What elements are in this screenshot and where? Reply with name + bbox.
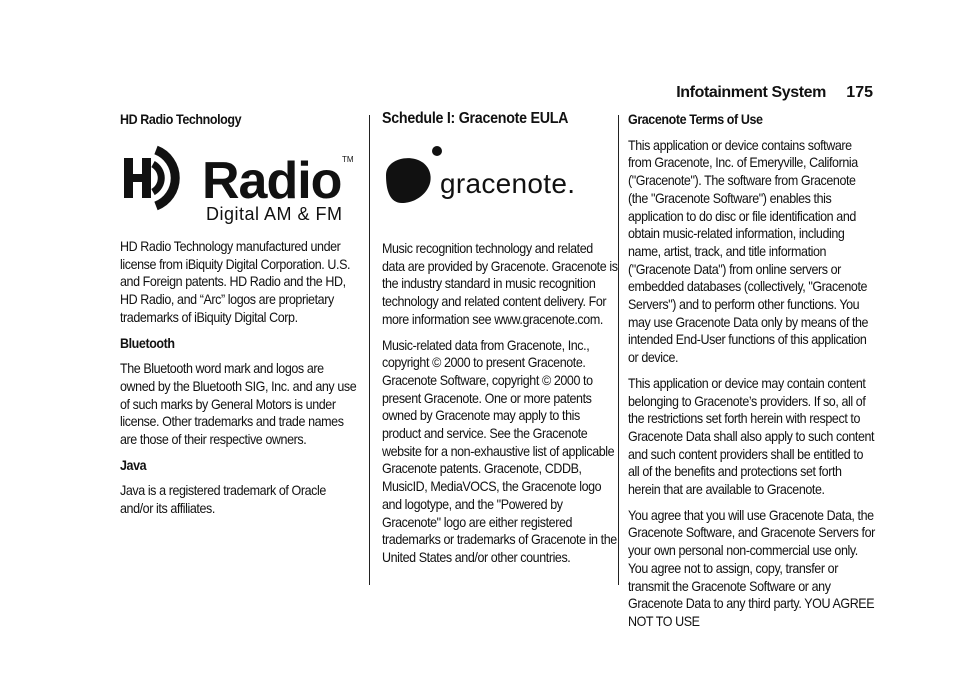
terms-paragraph-1: This application or device contains software from Gracenote, Inc. of Emeryville, California ("Gracenote"). The software from Gracenote (the "Gracenote Software") enables this application to do disc or file identification and obtain music-related information, including name, artist, track, and title information ("Gracenote Data") from online servers or embedded databases (collectively, "Gracenote Servers") and to perform other functions. You may use Gracenote Data only by means of the intended End-User functions of this application or device. bbox=[628, 137, 869, 366]
hd-radio-logo bbox=[120, 144, 360, 224]
gracenote-logo-dot bbox=[432, 146, 442, 156]
hd-logo-tm: TM bbox=[342, 155, 354, 164]
column-divider-right bbox=[618, 115, 619, 585]
page-number: 175 bbox=[846, 84, 873, 101]
hd-logo-subtitle: Digital AM & FM bbox=[206, 204, 343, 224]
column-hd-radio bbox=[120, 111, 357, 129]
column-gracenote-body bbox=[382, 240, 618, 575]
terms-paragraph-2: This application or device may contain content belonging to Gracenote’s providers. If so, all of the restrictions set forth herein with respect to Gracenote Data shall also apply to such content and such content providers shall be entitled to all of the benefits and protections set forth herein that are available to Gracenote. bbox=[628, 375, 875, 498]
section-title: Infotainment System bbox=[676, 84, 826, 101]
gracenote-copyright-paragraph: Music-related data from Gracenote, Inc., copyright © 2000 to present Gracenote. Gracenote Software, copyright © 2000 to present Gracenote. One or more patents owned by Gracenote may apply to this product and service. See the Gracenote website for a non-exhaustive list of applicable Gracenote patents. Gracenote, CDDB, MusicID, MediaVOCS, the Gracenote logo and logotype, and the "Powered by Gracenote" logo are either registered trademarks or trademarks of Gracenote in the United States and/or other countries. bbox=[382, 337, 617, 565]
column-gracenote-terms bbox=[628, 111, 876, 639]
column-divider-left bbox=[369, 115, 370, 585]
column-hd-radio-body bbox=[120, 238, 357, 526]
java-paragraph: Java is a registered trademark of Oracle and/or its affiliates. bbox=[120, 483, 326, 517]
gracenote-logo-mark bbox=[386, 158, 431, 203]
gracenote-intro-paragraph: Music recognition technology and related data are provided by Gracenote. Gracenote is the industry standard in music recognition technology and related content delivery. For more information see www.gracenote.com. bbox=[382, 241, 618, 327]
terms-heading: Gracenote Terms of Use bbox=[628, 112, 763, 127]
terms-paragraph-3: You agree that you will use Gracenote Data, the Gracenote Software, and Gracenote Servers for your own personal non-commercial use only. You agree not to assign, copy, transfer or transmit the Gracenote Software or any Gracenote Data to any third party. YOU AGREE NOT TO USE bbox=[628, 507, 875, 629]
hd-radio-heading: HD Radio Technology bbox=[120, 112, 242, 127]
gracenote-logo-wordmark: gracenote. bbox=[440, 168, 576, 199]
hd-logo-wordmark: Radio bbox=[202, 152, 342, 210]
gracenote-eula-heading: Schedule I: Gracenote EULA bbox=[382, 110, 569, 127]
java-heading: Java bbox=[120, 457, 147, 473]
column-gracenote-eula bbox=[382, 110, 618, 128]
hd-radio-paragraph: HD Radio Technology manufactured under license from iBiquity Digital Corporation. U.S. and Foreign patents. HD Radio and the HD, HD Radio, and “Arc” logos are proprietary trademarks of iBiquity Digital Corp. bbox=[120, 239, 351, 325]
bluetooth-heading: Bluetooth bbox=[120, 335, 175, 351]
gracenote-logo bbox=[382, 145, 612, 215]
bluetooth-paragraph: The Bluetooth word mark and logos are owned by the Bluetooth SIG, Inc. and any use of such marks by General Motors is under license. Other trademarks and trade names are those of their respective owners. bbox=[120, 361, 357, 448]
page-header bbox=[0, 84, 960, 104]
